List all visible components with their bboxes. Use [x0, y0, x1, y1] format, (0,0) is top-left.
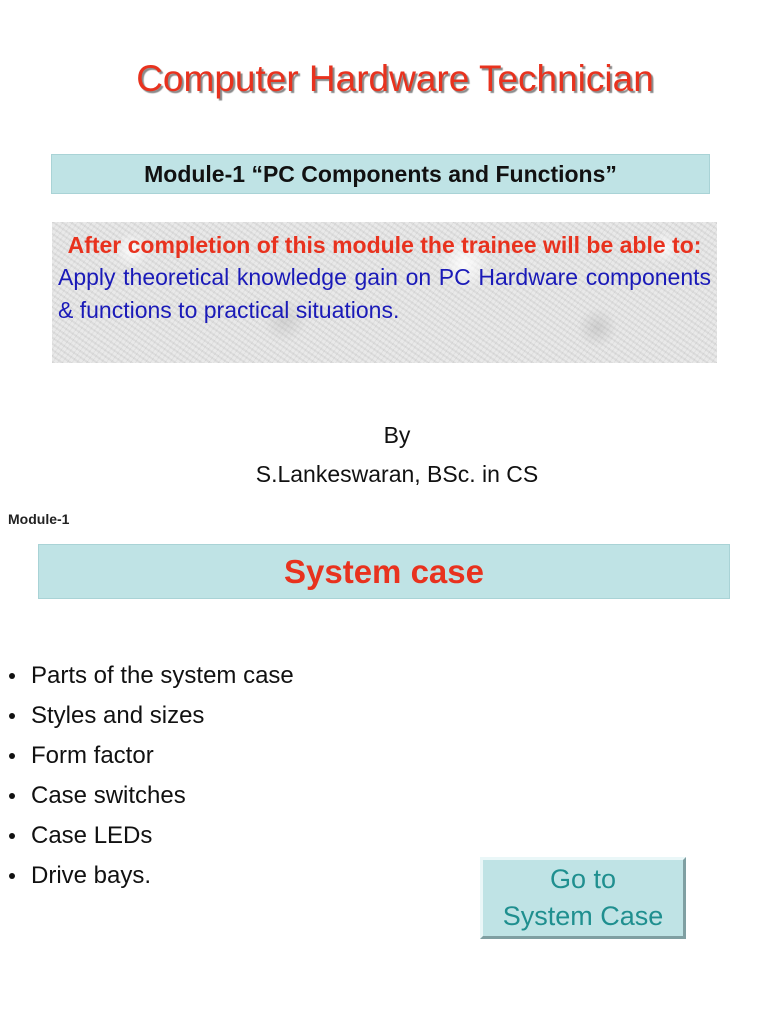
list-item	[8, 776, 294, 816]
bullet-icon	[9, 673, 15, 679]
author-name: S.Lankeswaran, BSc. in CS	[255, 461, 539, 487]
bullet-icon	[9, 793, 15, 799]
bullet-icon	[9, 753, 15, 759]
objective-heading: After completion of this module the trainee will be able to:	[67, 232, 702, 258]
slide-title: Computer Hardware Technician	[136, 58, 654, 99]
objective-box	[52, 222, 717, 363]
list-item	[8, 656, 294, 696]
go-to-button-line2: System Case	[502, 901, 664, 931]
go-to-system-case-button[interactable]	[480, 857, 686, 939]
list-item	[8, 856, 294, 896]
bullet-icon	[9, 833, 15, 839]
list-item	[8, 816, 294, 856]
list-item-label: Case LEDs	[31, 822, 153, 849]
list-item-label: Form factor	[31, 742, 154, 769]
list-item-label: Styles and sizes	[31, 702, 205, 729]
objective-body: Apply theoretical knowledge gain on PC Hardware components & functions to practical situations.	[58, 264, 711, 323]
bullet-icon	[9, 713, 15, 719]
module-banner: Module-1 “PC Components and Functions”	[51, 154, 710, 194]
by-label: By	[383, 422, 411, 448]
section-title-banner: System case	[38, 544, 730, 599]
bullet-icon	[9, 873, 15, 879]
list-item	[8, 696, 294, 736]
list-item-label: Parts of the system case	[31, 662, 294, 689]
topic-list	[8, 656, 294, 896]
list-item-label: Drive bays.	[31, 862, 152, 889]
go-to-button-line1: Go to	[549, 864, 617, 894]
list-item	[8, 736, 294, 776]
list-item-label: Case switches	[31, 782, 186, 809]
module-tag: Module-1	[8, 511, 70, 527]
